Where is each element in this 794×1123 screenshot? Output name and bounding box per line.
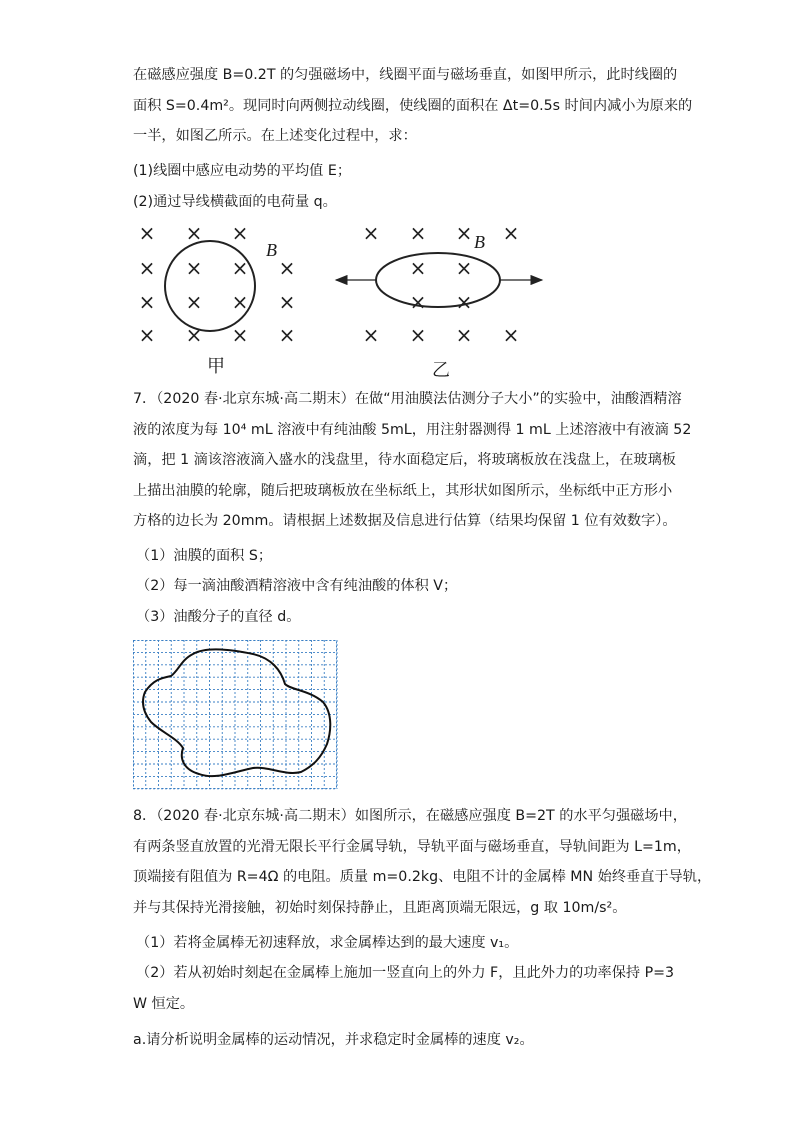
oil-film-grid-figure	[133, 640, 338, 790]
field-label-b-right: B	[474, 232, 485, 252]
field-cross-mark: ×	[362, 323, 380, 347]
q8-sub-2b: W 恒定。	[133, 996, 195, 1012]
q6-line-1: 在磁感应强度 B=0.2T 的匀强磁场中，线圈平面与磁场垂直，如图甲所示，此时线圈的	[133, 67, 678, 83]
field-cross-mark: ×	[185, 221, 203, 245]
q8-line-4: 并与其保持光滑接触，初始时刻保持静止，且距离顶端无限远，g 取 10m/s²。	[133, 900, 627, 916]
q6-sub-2: (2)通过导线横截面的电荷量 q。	[133, 194, 337, 210]
field-cross-mark: ×	[502, 323, 520, 347]
field-cross-mark: ×	[185, 290, 203, 314]
q7-sub-2: （2）每一滴油酸酒精溶液中含有纯油酸的体积 V；	[136, 578, 458, 594]
field-cross-mark: ×	[231, 221, 249, 245]
q8-line-2: 有两条竖直放置的光滑无限长平行金属导轨，导轨平面与磁场垂直，导轨间距为 L=1m，	[133, 839, 691, 855]
field-label-b-left: B	[266, 240, 277, 260]
field-cross-mark: ×	[278, 323, 296, 347]
q6-line-3: 一半，如图乙所示。在上述变化过程中，求：	[133, 128, 417, 144]
field-cross-mark: ×	[409, 256, 427, 280]
field-cross-mark: ×	[138, 290, 156, 314]
field-cross-mark: ×	[409, 290, 427, 314]
q7-line-5: 方格的边长为 20mm。请根据上述数据及信息进行估算（结果均保留 1 位有效数字）。	[133, 513, 677, 529]
q7-sub-3: （3）油酸分子的直径 d。	[136, 609, 301, 625]
field-cross-mark: ×	[278, 256, 296, 280]
field-cross-mark: ×	[138, 323, 156, 347]
q8-sub-1: （1）若将金属棒无初速释放，求金属棒达到的最大速度 v₁。	[136, 935, 519, 951]
coil-ellipse	[376, 253, 500, 307]
field-cross-mark: ×	[231, 290, 249, 314]
q7-sub-1: （1）油膜的面积 S；	[136, 548, 273, 564]
field-cross-mark: ×	[455, 221, 473, 245]
field-cross-mark: ×	[409, 323, 427, 347]
field-cross-mark: ×	[455, 323, 473, 347]
field-cross-mark: ×	[231, 323, 249, 347]
q7-line-3: 滴，把 1 滴该溶液滴入盛水的浅盘里，待水面稳定后，将玻璃板放在浅盘上，在玻璃板	[133, 452, 676, 468]
q8-line-1: 8．（2020 春·北京东城·高二期末）如图所示，在磁感应强度 B=2T 的水平匀强磁场中，	[133, 808, 687, 824]
q7-line-2: 液的浓度为每 10⁴ mL 溶液中有纯油酸 5mL，用注射器测得 1 mL 上述溶液中有液滴 52	[133, 422, 692, 438]
field-cross-mark: ×	[138, 256, 156, 280]
figure-a-label: 甲	[207, 356, 225, 377]
field-cross-mark: ×	[362, 221, 380, 245]
q8-line-3: 顶端接有阻值为 R=4Ω 的电阻。质量 m=0.2kg、电阻不计的金属棒 MN 始终垂直于导轨，	[133, 869, 712, 885]
q6-sub-1: (1)线圈中感应电动势的平均值 E；	[133, 163, 352, 179]
field-cross-mark: ×	[231, 256, 249, 280]
q8-sub-2c: a.请分析说明金属棒的运动情况，并求稳定时金属棒的速度 v₂。	[133, 1032, 534, 1048]
field-cross-mark: ×	[455, 290, 473, 314]
coil-circle	[165, 241, 255, 331]
q8-sub-2a: （2）若从初始时刻起在金属棒上施加一竖直向上的外力 F，且此外力的功率保持 P=3	[136, 965, 675, 981]
q6-line-2: 面积 S=0.4m²。现同时向两侧拉动线圈，使线圈的面积在 Δt=0.5s 时间内减小为原来的	[133, 98, 693, 114]
field-cross-mark: ×	[138, 221, 156, 245]
figure-b-label: 乙	[432, 360, 450, 381]
field-cross-mark: ×	[409, 221, 427, 245]
q7-line-4: 上描出油膜的轮廓，随后把玻璃板放在坐标纸上，其形状如图所示，坐标纸中正方形小	[133, 483, 673, 499]
field-cross-mark: ×	[455, 256, 473, 280]
field-cross-mark: ×	[185, 323, 203, 347]
q7-line-1: 7．（2020 春·北京东城·高二期末）在做“用油膜法估测分子大小”的实验中，油酸酒精溶	[133, 391, 682, 407]
field-cross-mark: ×	[278, 290, 296, 314]
field-cross-mark: ×	[185, 256, 203, 280]
magnetic-field-figure	[130, 218, 570, 380]
field-cross-mark: ×	[502, 221, 520, 245]
